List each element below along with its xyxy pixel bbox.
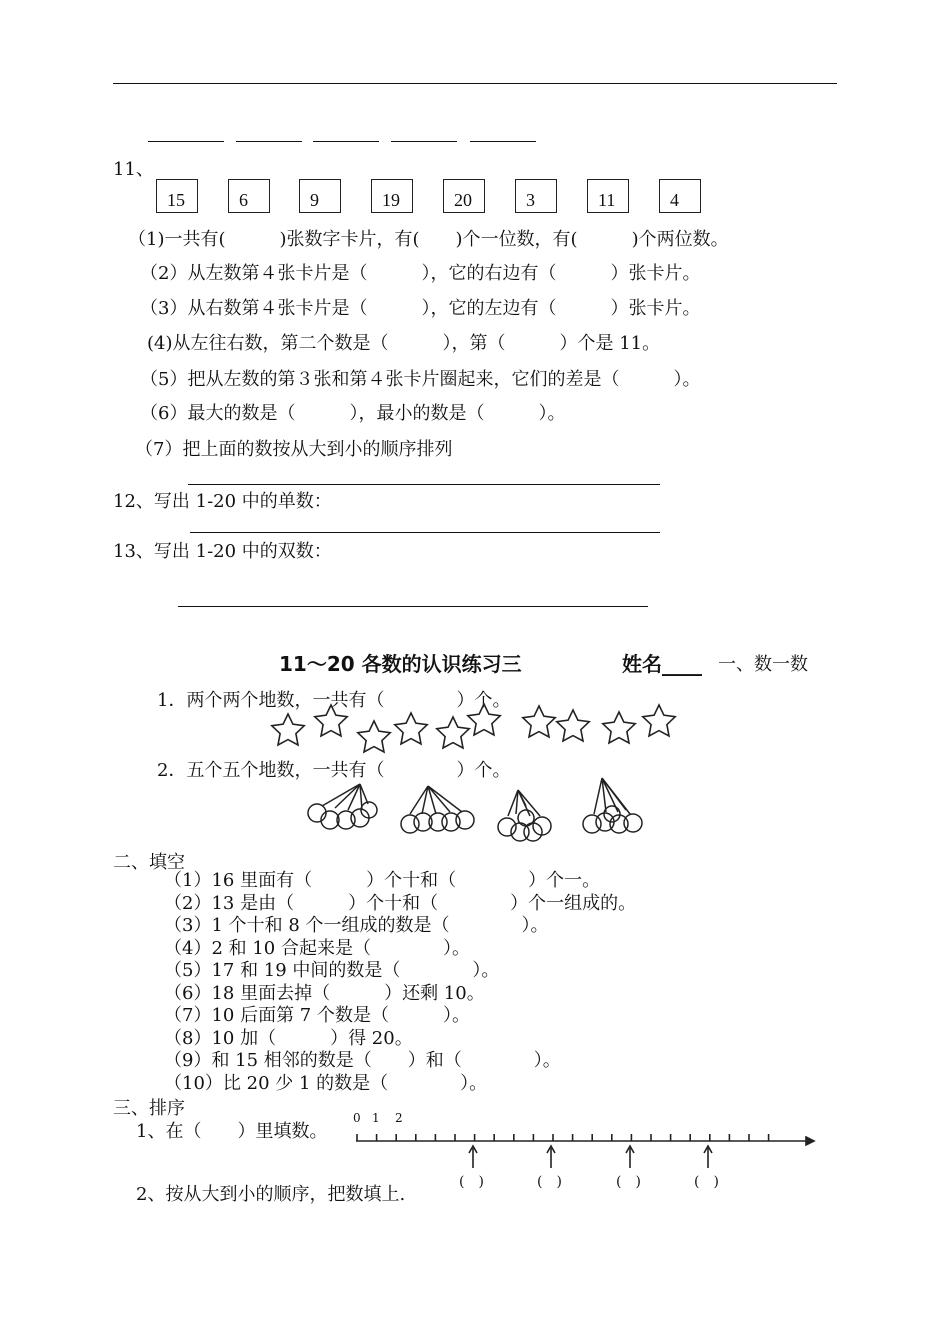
number-card: 11 bbox=[587, 179, 629, 213]
q11-item: （2）从左数第４张卡片是（ ），它的右边有（ ）张卡片。 bbox=[140, 263, 701, 284]
part2-item: （2）13 是由（ ）个十和（ ）个一组成的。 bbox=[164, 893, 637, 914]
number-card: 19 bbox=[371, 179, 413, 213]
part2-heading: 二、填空 bbox=[113, 852, 185, 873]
pointer-arrow-icon bbox=[469, 1146, 477, 1168]
q12-text: 12、写出 1-20 中的单数： bbox=[113, 491, 332, 512]
part2-item: （3）1 个十和 8 个一组成的数是（ ）。 bbox=[164, 915, 549, 936]
part2-item: （1）16 里面有（ ）个十和（ ）个一。 bbox=[164, 870, 601, 891]
pointer-arrow-icon bbox=[547, 1146, 555, 1168]
q11-item: （3）从右数第４张卡片是（ ），它的左边有（ ）张卡片。 bbox=[140, 298, 701, 319]
part1-heading: 一、数一数 bbox=[718, 654, 808, 675]
part2-item: （4）2 和 10 合起来是（ ）。 bbox=[164, 938, 470, 959]
q11-item: （5）把从左数的第３张和第４张卡片圈起来，它们的差是（ ）。 bbox=[140, 369, 701, 390]
part2-item: （6）18 里面去掉（ ）还剩 10。 bbox=[164, 983, 485, 1004]
number-card: 20 bbox=[443, 179, 485, 213]
number-card: 3 bbox=[515, 179, 557, 213]
number-line-label: 2 bbox=[395, 1111, 403, 1125]
arrow-head-icon bbox=[806, 1137, 814, 1145]
part1-item2: 2．五个五个地数，一共有（ ）个。 bbox=[157, 760, 511, 781]
name-label: 姓名____ bbox=[622, 652, 702, 676]
part2-item: （5）17 和 19 中间的数是（ ）。 bbox=[164, 960, 500, 981]
part2-item: （9）和 15 相邻的数是（ ）和（ ）。 bbox=[164, 1050, 561, 1071]
part1-item1: 1．两个两个地数，一共有（ ）个。 bbox=[157, 690, 511, 711]
q11-item: (4)从左往右数，第二个数是（ ），第（ ）个是 11。 bbox=[147, 333, 661, 354]
part2-item: （10）比 20 少 1 的数是（ ）。 bbox=[164, 1073, 488, 1094]
part3-item1: 1、在（ ）里填数。 bbox=[136, 1121, 328, 1142]
number-card: 6 bbox=[228, 179, 270, 213]
answer-blank[interactable]: ( ) bbox=[459, 1174, 484, 1190]
number-card: 9 bbox=[299, 179, 341, 213]
q13-text: 13、写出 1-20 中的双数： bbox=[113, 541, 332, 562]
pointer-arrow-icon bbox=[704, 1146, 712, 1168]
answer-blank[interactable]: ( ) bbox=[694, 1174, 719, 1190]
answer-blank[interactable]: ( ) bbox=[616, 1174, 641, 1190]
q11-item: （6）最大的数是（ ），最小的数是（ ）。 bbox=[140, 403, 566, 424]
question-number: 11、 bbox=[113, 159, 154, 180]
part3-item2: 2、按从大到小的顺序，把数填上. bbox=[136, 1184, 406, 1205]
pointer-arrow-icon bbox=[626, 1146, 634, 1168]
number-card: 15 bbox=[156, 179, 198, 213]
answer-blank[interactable]: ( ) bbox=[537, 1174, 562, 1190]
part2-item: （7）10 后面第 7 个数是（ ）。 bbox=[164, 1005, 470, 1026]
number-line-label: 1 bbox=[372, 1111, 380, 1125]
q11-item: （1)一共有( )张数字卡片，有( )个一位数，有( )个两位数。 bbox=[128, 229, 729, 250]
part2-item: （8）10 加（ ）得 20。 bbox=[164, 1028, 413, 1049]
number-card: 4 bbox=[659, 179, 701, 213]
section-title: 11～20 各数的认识练习三 bbox=[279, 652, 522, 676]
part3-heading: 三、排序 bbox=[113, 1098, 185, 1119]
number-line-label: 0 bbox=[353, 1111, 361, 1125]
q11-item: （7）把上面的数按从大到小的顺序排列 bbox=[135, 439, 453, 460]
